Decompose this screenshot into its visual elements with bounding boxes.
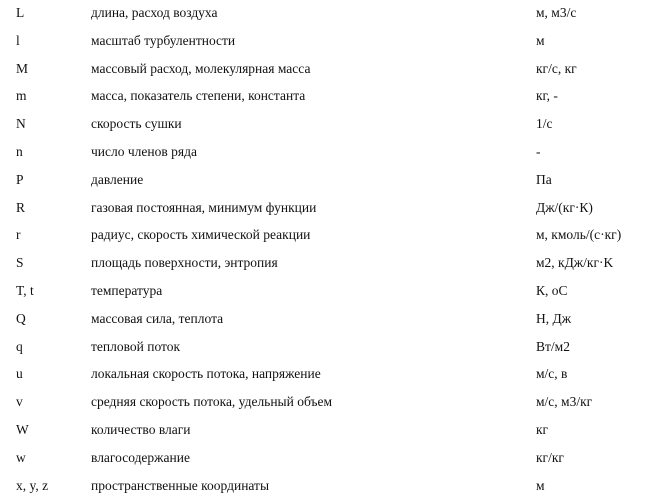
table-row [0,28,649,56]
symbol-cell: W [16,421,29,437]
description-cell: давление [91,171,144,187]
description-cell: скорость сушки [91,116,182,132]
table-row [0,417,649,445]
unit-cell: кг/кг [536,449,564,465]
unit-cell: м/с, м3/кг [536,394,593,410]
symbol-cell: r [16,227,21,243]
description-cell: массовая сила, теплота [91,310,224,326]
table-row [0,195,649,223]
unit-cell: м [536,477,545,493]
table-row [0,389,649,417]
symbol-cell: q [16,338,23,354]
symbol-cell: u [16,366,23,382]
description-cell: масштаб турбулентности [91,32,236,48]
description-cell: площадь поверхности, энтропия [91,255,278,271]
symbol-cell: R [16,199,26,215]
unit-cell: кг, - [536,88,558,104]
description-cell: тепловой поток [91,338,181,354]
table-row [0,445,649,473]
symbol-cell: Q [16,310,26,326]
symbol-cell: w [16,449,26,465]
unit-cell: К, оС [536,282,568,298]
symbol-cell: v [16,394,23,410]
symbol-cell: T, t [16,282,34,298]
description-cell: газовая постоянная, минимум функции [91,199,317,215]
symbol-cell: P [16,171,24,187]
description-cell: влагосодержание [91,449,190,465]
unit-cell: 1/с [536,116,553,132]
unit-cell: м2, кДж/кг·K [536,255,614,271]
table-row [0,278,649,306]
unit-cell: Па [536,171,552,187]
symbol-cell: n [16,143,23,159]
table-row [0,83,649,111]
description-cell: массовый расход, молекулярная масса [91,60,311,76]
description-cell: локальная скорость потока, напряжение [91,366,321,382]
table-row [0,0,649,28]
symbol-cell: S [16,255,24,271]
table-row [0,111,649,139]
table-row [0,167,649,195]
description-cell: масса, показатель степени, константа [91,88,306,104]
unit-cell: - [536,143,541,159]
table-row [0,473,649,500]
table-row [0,56,649,84]
unit-cell: м, м3/с [536,5,577,20]
table-row [0,222,649,250]
table-row [0,334,649,362]
symbol-cell: m [16,88,27,104]
unit-cell: Вт/м2 [536,338,570,354]
unit-cell: Н, Дж [536,310,572,326]
unit-cell: м, кмоль/(с·кг) [536,227,622,243]
description-cell: температура [91,282,163,298]
symbol-cell: l [16,32,20,48]
description-cell: количество влаги [91,421,191,437]
symbol-cell: L [16,5,25,20]
table-row [0,361,649,389]
unit-cell: кг/с, кг [536,60,577,76]
description-cell: пространственные координаты [91,477,270,493]
symbol-cell: x, y, z [16,477,49,493]
description-cell: число членов ряда [91,143,197,159]
description-cell: средняя скорость потока, удельный объем [91,394,333,410]
description-cell: длина, расход воздуха [91,5,218,20]
unit-cell: м [536,32,545,48]
table-row [0,306,649,334]
unit-cell: м/с, в [536,366,568,382]
table-row [0,139,649,167]
description-cell: радиус, скорость химической реакции [91,227,311,243]
table-row [0,250,649,278]
symbol-cell: N [16,116,26,132]
unit-cell: кг [536,421,549,437]
unit-cell: Дж/(кг·К) [536,199,593,215]
symbol-cell: M [16,60,29,76]
